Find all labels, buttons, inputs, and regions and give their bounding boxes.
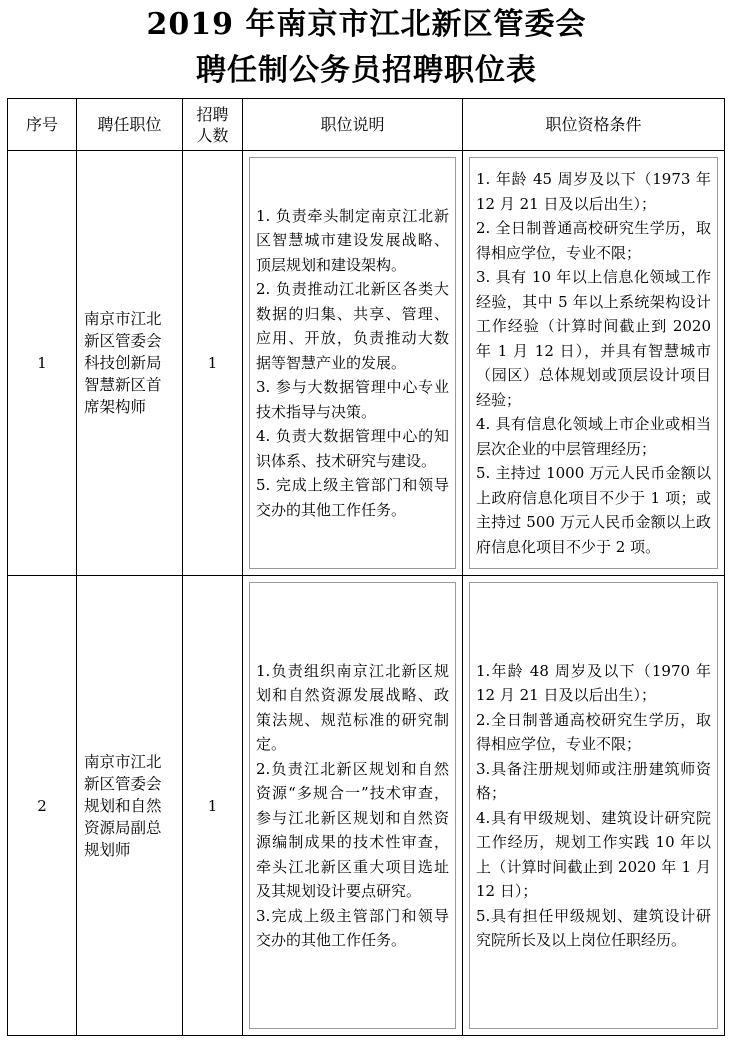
header-position: 聘任职位: [77, 99, 183, 151]
row-1-description-item: 3. 参与大数据管理中心专业技术指导与决策。: [256, 378, 449, 421]
row-2-requirement-item: 5.具有担任甲级规划、建筑设计研究院所长及以上岗位任职经历。: [476, 906, 711, 949]
row-2-requirement-item: 4.具有甲级规划、建筑设计研究院工作经历，规划工作实践 10 年以上（计算时间截止到 2020 年 1 月 12 日）；: [476, 808, 711, 900]
row-1-requirement-item: 4. 具有信息化领域上市企业或相当层次企业的中层管理经历；: [476, 415, 711, 458]
row-2-description-cell: [243, 576, 463, 1036]
row-1-description-item: 4. 负责大数据管理中心的知识体系、技术研究与建设。: [256, 427, 449, 470]
header-description: 职位说明: [243, 99, 463, 151]
row-2-requirement-item: 1.年龄 48 周岁及以下（1970 年 12 月 21 日及以后出生）；: [476, 661, 711, 704]
row-1-position: 南京市江北新区管委会科技创新局智慧新区首席架构师: [77, 151, 183, 576]
page-title-line-2: 聘任制公务员招聘职位表: [196, 53, 537, 88]
row-1-description-item: 1. 负责牵头制定南京江北新区智慧城市建设发展战略、顶层规划和建设架构。: [256, 206, 449, 274]
header-requirements: 职位资格条件: [463, 99, 725, 151]
row-1-requirement-item: 2. 全日制普通高校研究生学历，取得相应学位，专业不限；: [476, 219, 711, 262]
row-1-description: [249, 157, 456, 569]
row-2-description: [249, 582, 456, 1029]
row-1-requirement-item: 1. 年龄 45 周岁及以下（1973 年 12 月 21 日及以后出生）；: [476, 170, 711, 213]
row-2-position: 南京市江北新区管委会规划和自然资源局副总规划师: [77, 576, 183, 1036]
row-2-requirement-item: 3.具备注册规划师或注册建筑师资格；: [476, 759, 711, 802]
page-title-line-1: 2019 年南京市江北新区管委会: [146, 7, 587, 42]
header-count-line-2: 人数: [196, 125, 229, 145]
row-1-requirement-item: 5. 主持过 1000 万元人民币金额以上政府信息化项目不少于 1 项；或主持过 500 万元人民币金额以上政府信息化项目不少于 2 项。: [476, 464, 711, 556]
row-1-description-cell: [243, 151, 463, 576]
header-index: 序号: [8, 99, 77, 151]
row-1-index: 1: [8, 151, 77, 576]
row-2-requirements-cell: [463, 576, 725, 1036]
row-1-requirements-cell: [463, 151, 725, 576]
row-2-requirements: [469, 582, 718, 1029]
row-1-requirement-item: 3. 具有 10 年以上信息化领域工作经验，其中 5 年以上系统架构设计工作经验（计算时间截止到 2020 年 1 月 12 日），并具有智慧城市（园区）总体规划或顶层设计项目经验；: [476, 268, 711, 409]
header-count: [183, 99, 243, 151]
row-2-index: 2: [8, 576, 77, 1036]
row-1-requirements: [469, 157, 718, 569]
row-2-description-item: 1.负责组织南京江北新区规划和自然资源发展战略、政策法规、规范标准的研究制定。: [256, 661, 449, 753]
row-2-description-item: 2.负责江北新区规划和自然资源“多规合一”技术审查，参与江北新区规划和自然资源编制成果的技术性审查，牵头江北新区重大项目选址及其规划设计要点研究。: [256, 759, 449, 900]
row-2-count: 1: [183, 576, 243, 1036]
row-1-description-item: 2. 负责推动江北新区各类大数据的归集、共享、管理、应用、开放，负责推动大数据等智慧产业的发展。: [256, 280, 449, 372]
row-2-requirement-item: 2.全日制普通高校研究生学历，取得相应学位，专业不限；: [476, 710, 711, 753]
header-count-line-1: 招聘: [196, 104, 229, 124]
recruitment-table: [7, 98, 725, 1036]
row-1-count: 1: [183, 151, 243, 576]
row-1-description-item: 5. 完成上级主管部门和领导交办的其他工作任务。: [256, 476, 449, 519]
row-2-description-item: 3.完成上级主管部门和领导交办的其他工作任务。: [256, 906, 449, 949]
